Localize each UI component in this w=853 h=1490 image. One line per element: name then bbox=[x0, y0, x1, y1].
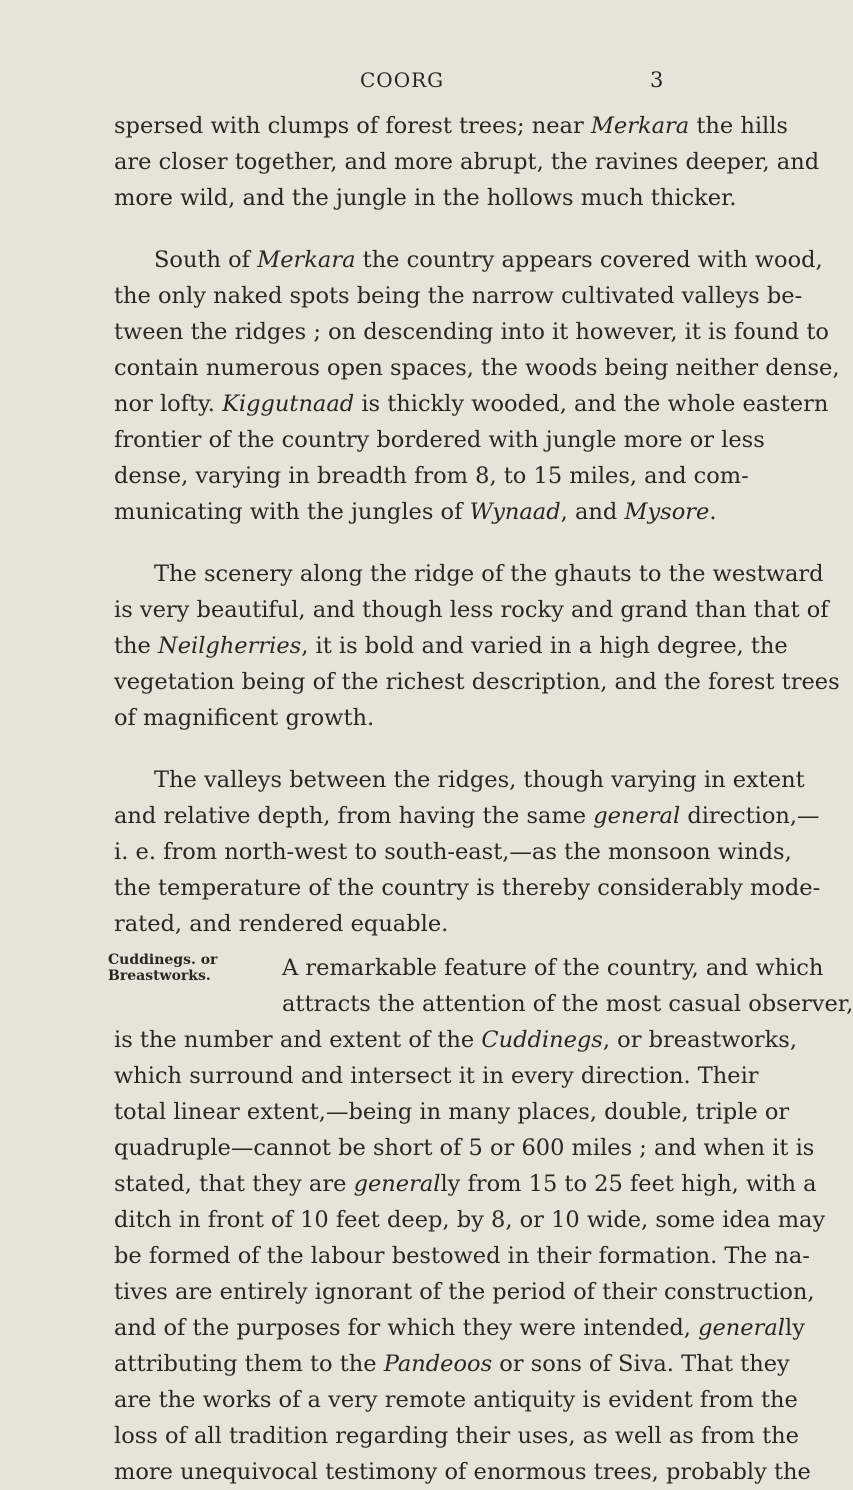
text-line: ditch in front of 10 feet deep, by 8, or 10 wide, some idea may bbox=[114, 1207, 826, 1233]
text-line: The scenery along the ridge of the ghauts to the westward bbox=[154, 561, 824, 587]
text-line: stated, that they are generally from 15 to 25 feet high, with a bbox=[114, 1171, 817, 1197]
text-line: are the works of a very remote antiquity is evident from the bbox=[114, 1387, 798, 1413]
text-line: nor lofty. Kiggutnaad is thickly wooded, and the whole eastern bbox=[114, 391, 829, 417]
text-line: i. e. from north-west to south-east,—as the monsoon winds, bbox=[114, 839, 792, 865]
text-line: loss of all tradition regarding their uses, as well as from the bbox=[114, 1423, 799, 1449]
running-head-title: COORG bbox=[360, 68, 445, 92]
side-note-line: Breastworks. bbox=[108, 968, 211, 984]
text-line: rated, and rendered equable. bbox=[114, 911, 449, 937]
text-line: attributing them to the Pandeoos or sons of Siva. That they bbox=[114, 1351, 790, 1377]
text-line: the temperature of the country is thereby considerably mode- bbox=[114, 875, 821, 901]
text-line: of magnificent growth. bbox=[114, 705, 375, 731]
text-line: spersed with clumps of forest trees; near Merkara the hills bbox=[114, 113, 788, 139]
text-line: dense, varying in breadth from 8, to 15 miles, and com- bbox=[114, 463, 749, 489]
text-line: more unequivocal testimony of enormous trees, probably the bbox=[114, 1459, 811, 1485]
text-line: be formed of the labour bestowed in their formation. The na- bbox=[114, 1243, 810, 1269]
text-line: tween the ridges ; on descending into it however, it is found to bbox=[114, 319, 829, 345]
side-note bbox=[108, 952, 217, 984]
text-line: and relative depth, from having the same general direction,— bbox=[114, 803, 820, 829]
text-line: the only naked spots being the narrow cultivated valleys be- bbox=[114, 283, 803, 309]
text-line: is the number and extent of the Cuddinegs, or breastworks, bbox=[114, 1027, 797, 1053]
text-line: A remarkable feature of the country, and which bbox=[282, 955, 824, 981]
text-line: vegetation being of the richest description, and the forest trees bbox=[114, 669, 840, 695]
text-line: is very beautiful, and though less rocky and grand than that of bbox=[114, 597, 829, 623]
text-line: The valleys between the ridges, though varying in extent bbox=[154, 767, 805, 793]
text-line: municating with the jungles of Wynaad, and Mysore. bbox=[114, 499, 717, 525]
text-line: frontier of the country bordered with jungle more or less bbox=[114, 427, 765, 453]
text-line: quadruple—cannot be short of 5 or 600 miles ; and when it is bbox=[114, 1135, 815, 1161]
text-line: contain numerous open spaces, the woods being neither dense, bbox=[114, 355, 840, 381]
text-line: attracts the attention of the most casual observer, bbox=[282, 991, 853, 1017]
text-line: South of Merkara the country appears covered with wood, bbox=[154, 247, 823, 273]
body-text bbox=[108, 108, 853, 1490]
text-line: are closer together, and more abrupt, the ravines deeper, and bbox=[114, 149, 820, 175]
text-line: more wild, and the jungle in the hollows much thicker. bbox=[114, 185, 737, 211]
text-line: and of the purposes for which they were intended, generally bbox=[114, 1315, 805, 1341]
running-head bbox=[0, 68, 800, 98]
page-number: 3 bbox=[650, 68, 664, 92]
text-line: tives are entirely ignorant of the period of their construction, bbox=[114, 1279, 815, 1305]
text-line: which surround and intersect it in every direction. Their bbox=[114, 1063, 759, 1089]
side-note-line: Cuddinegs. or bbox=[108, 952, 218, 968]
text-line: total linear extent,—being in many places, double, triple or bbox=[114, 1099, 790, 1125]
text-line: the Neilgherries, it is bold and varied in a high degree, the bbox=[114, 633, 788, 659]
